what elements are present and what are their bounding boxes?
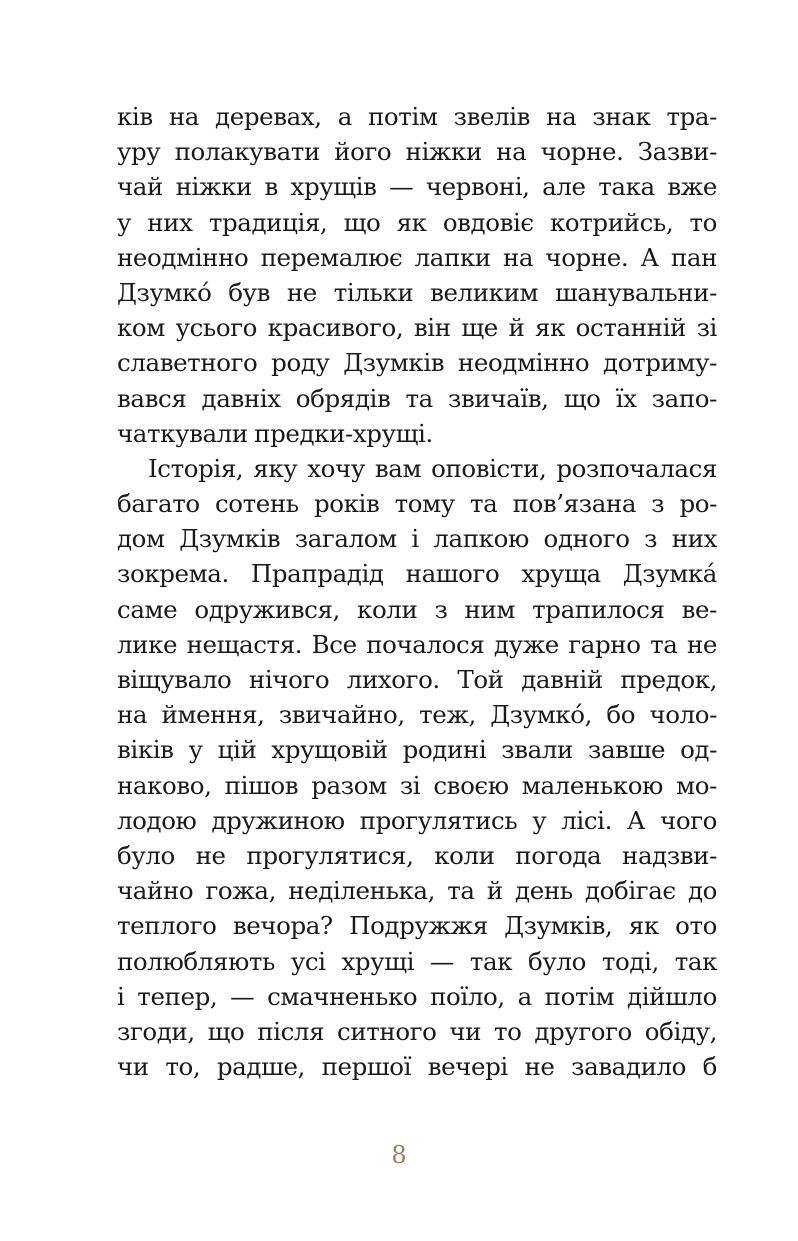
text-line: багато сотень років тому та пов’язана з ро- [117, 489, 717, 519]
text-line: Історія, яку хочу вам оповісти, розпочалася [148, 453, 717, 483]
text-line: і тепер, — смачненько поїло, а потім дійшло [117, 981, 717, 1011]
text-line: наково, пішов разом зі своєю маленькою мо- [117, 770, 717, 800]
text-line: лике нещастя. Все почалося дуже гарно та не [117, 629, 717, 659]
text-line: чайно гожа, неділенька, та й день добігає до [117, 876, 717, 906]
text-line: чи то, радше, першої вечері не завадило б [117, 1052, 717, 1082]
text-line: було не прогулятися, коли погода надзви- [117, 840, 717, 870]
text-line: зокрема. Прапрадід нашого хруща Дзумка́ [117, 559, 717, 589]
text-line: вався давніх обрядів та звичаїв, що їх запо- [117, 383, 717, 413]
text-line: лодою дружиною прогулятись у лісі. А чого [117, 805, 717, 835]
text-line: полюбляють усі хрущі — так було тоді, так [117, 946, 717, 976]
text-line: теплого вечора? Подружжя Дзумків, як ото [117, 911, 717, 941]
paragraph-1 [117, 99, 717, 451]
text-line: Дзумко́ був не тільки великим шанувальни- [117, 277, 717, 307]
paragraph-2 [117, 451, 717, 1084]
page-number: 8 [391, 1141, 407, 1169]
text-line: ків на деревах, а потім звелів на знак тра- [117, 102, 717, 131]
text-line: чаткували предки-хрущі. [117, 418, 433, 448]
text-line: дом Дзумків загалом і лапкою одного з них [117, 524, 717, 554]
text-line: неодмінно перемалює лапки на чорне. А пан [117, 242, 717, 272]
text-line: саме одружився, коли з ним трапилося ве- [117, 594, 717, 624]
text-line: віків у цій хрущовій родині звали завше од- [117, 735, 717, 765]
text-line: на ймення, звичайно, теж, Дзумко́, бо чоло- [117, 700, 717, 730]
text-line: віщувало нічого лихого. Той давній предок, [117, 665, 717, 694]
text-line: у них традиція, що як овдовіє котрийсь, то [117, 207, 717, 237]
text-line: уру полакувати його ніжки на чорне. Зазви- [117, 137, 717, 167]
body-text [117, 99, 717, 1084]
text-line: згоди, що після ситного чи то другого обіду, [117, 1016, 717, 1046]
text-line: ком усього красивого, він ще й як останній зі [117, 313, 717, 343]
text-line: славетного роду Дзумків неодмінно дотриму- [117, 348, 717, 378]
text-line: чай ніжки в хрущів — червоні, але така вже [117, 172, 717, 202]
